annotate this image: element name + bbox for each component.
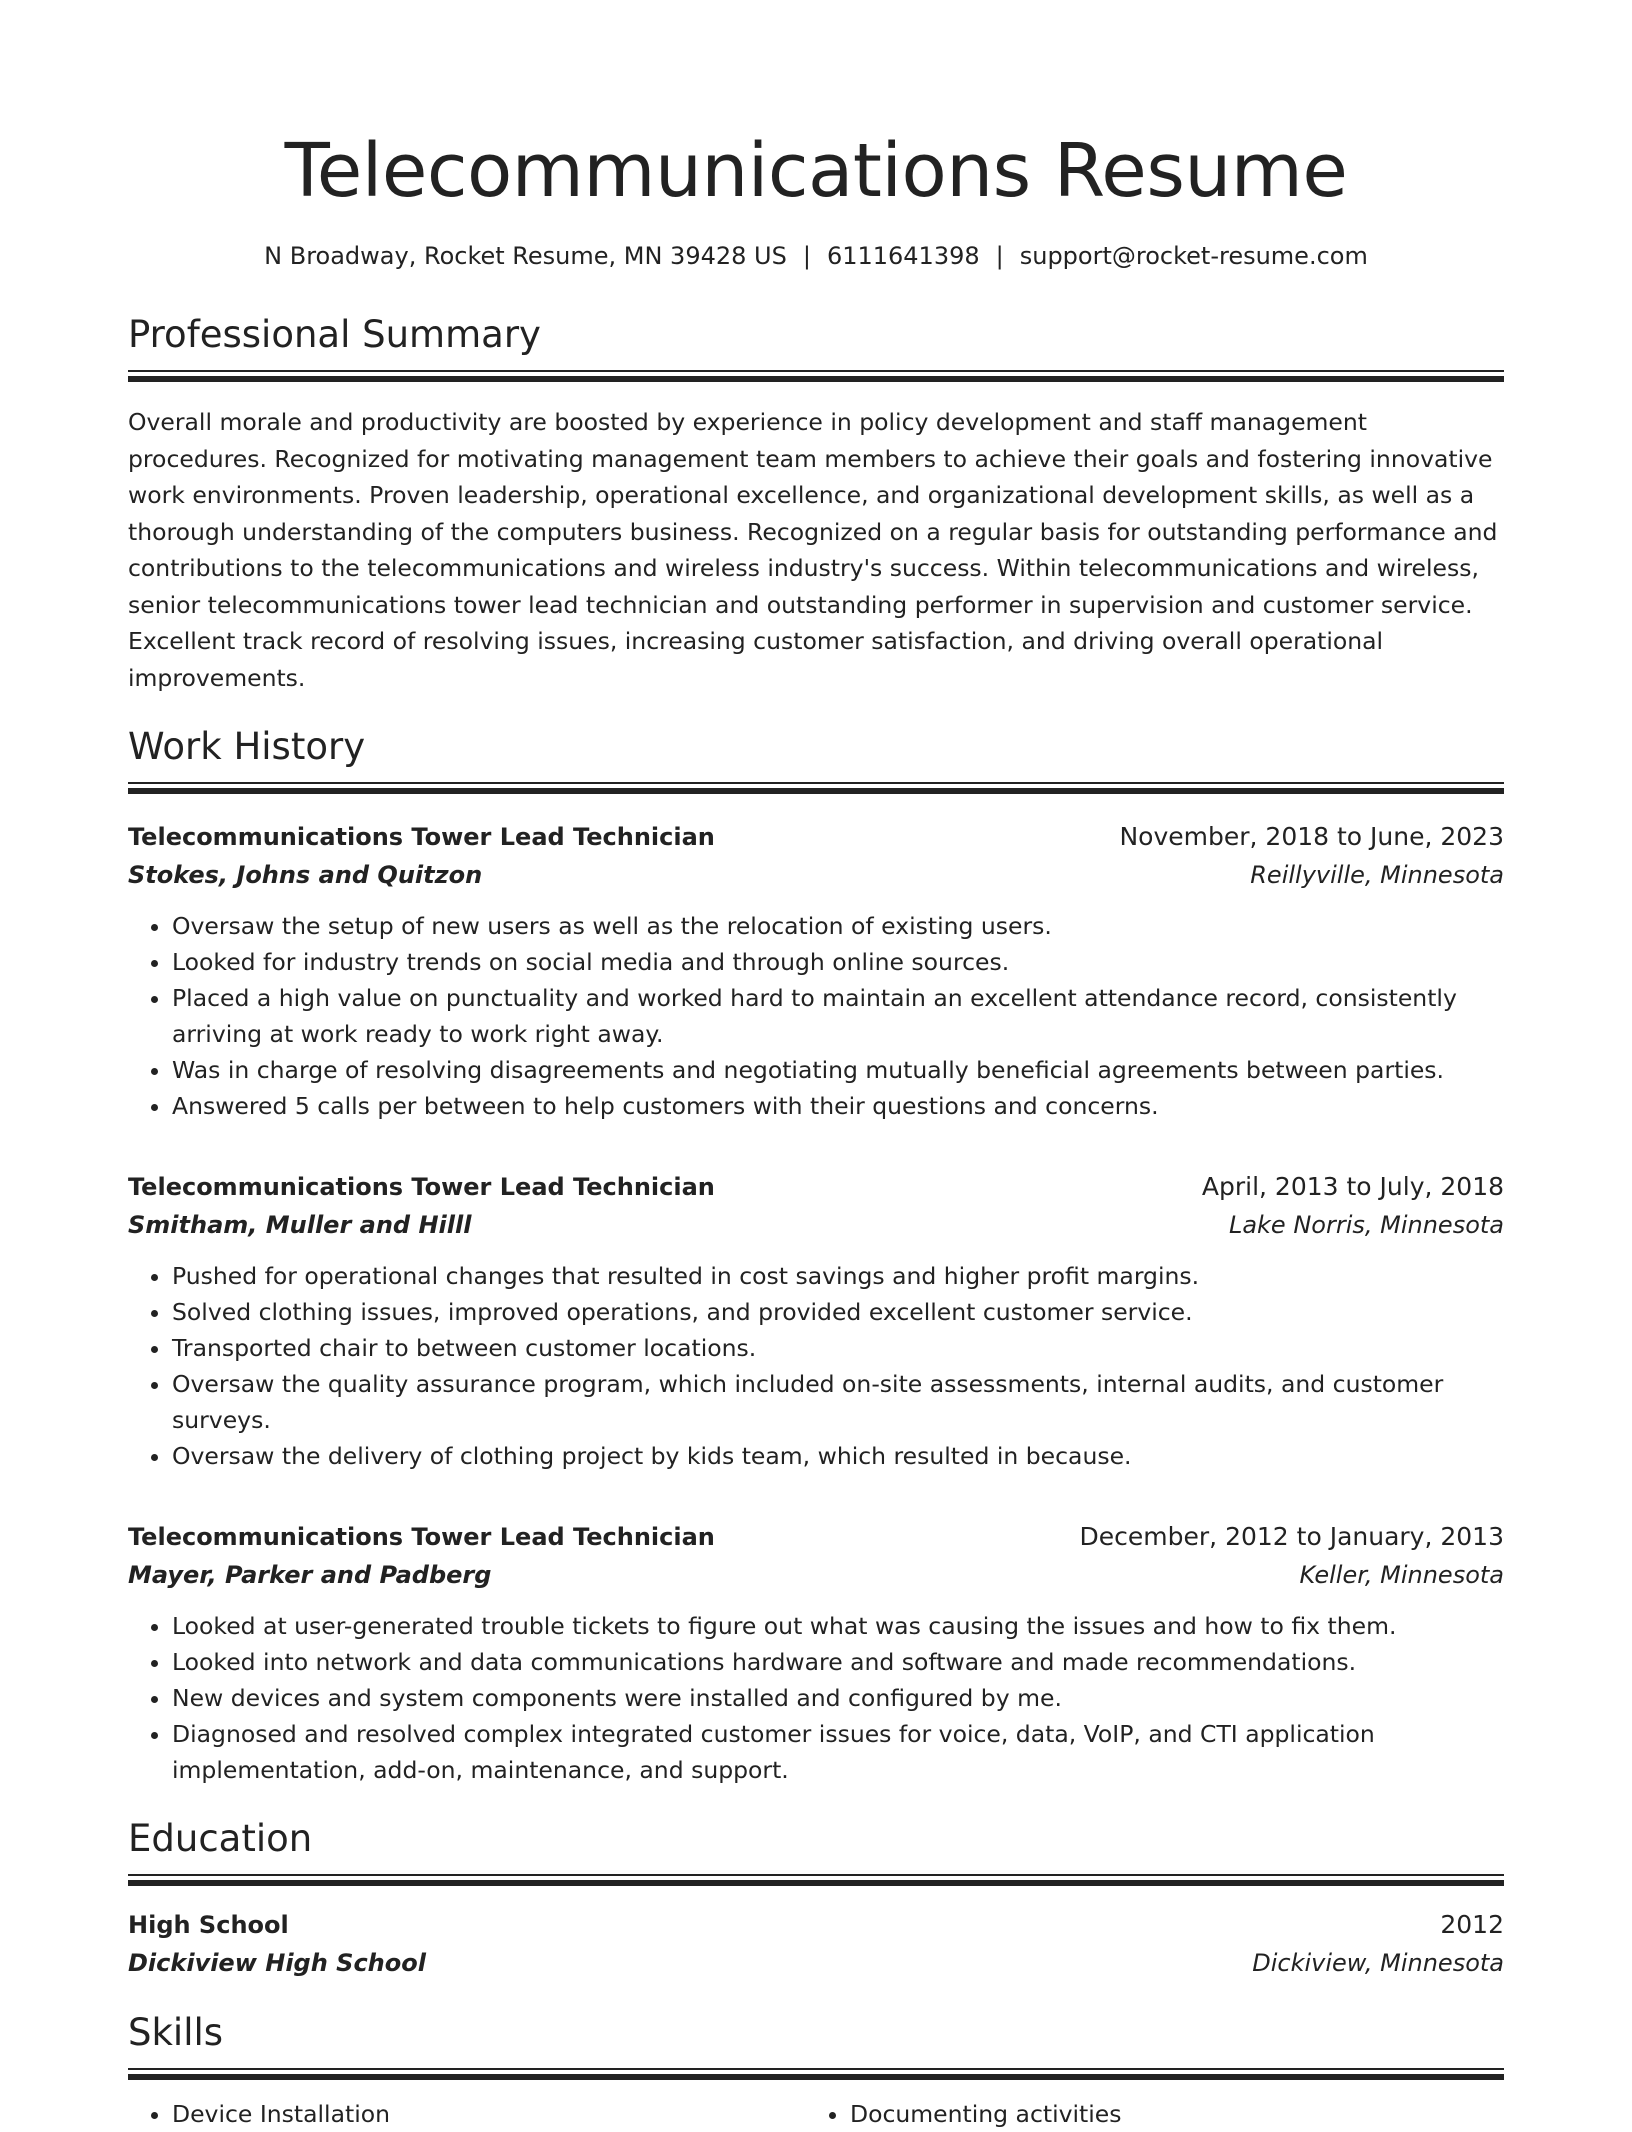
job-title: Telecommunications Tower Lead Technician (128, 823, 715, 851)
employer: Mayer, Parker and Padberg (128, 1561, 492, 1589)
job-title: Telecommunications Tower Lead Technician (128, 1173, 715, 1201)
list-item: • Pushed for operational changes that resulted in cost savings and higher profit margins. (172, 1258, 1504, 1294)
skills-section (128, 2010, 1504, 2132)
job-location: Reillyville, Minnesota (1250, 861, 1504, 889)
job-location: Keller, Minnesota (1299, 1561, 1504, 1589)
section-divider (128, 2068, 1504, 2078)
education-entry (128, 1906, 1504, 1982)
employer: Stokes, Johns and Quitzon (128, 861, 483, 889)
list-item: • Oversaw the setup of new users as well as the relocation of existing users. (172, 908, 1504, 944)
contact-line (128, 240, 1504, 272)
job-dates: April, 2013 to July, 2018 (1201, 1172, 1504, 1201)
skills-grid (128, 2096, 1504, 2132)
job-dates: December, 2012 to January, 2013 (1079, 1522, 1504, 1551)
skill-item: • Device Installation (172, 2096, 806, 2132)
list-item: • Was in charge of resolving disagreements and negotiating mutually beneficial agreements between parties. (172, 1052, 1504, 1088)
job-entry (128, 1168, 1504, 1474)
skills-list-left (128, 2096, 806, 2132)
resume-page (128, 0, 1504, 2132)
skills-list-right (806, 2096, 1484, 2132)
list-item: • Oversaw the delivery of clothing project by kids team, which resulted in because. (172, 1438, 1504, 1474)
section-divider (128, 370, 1504, 380)
job-title: Telecommunications Tower Lead Technician (128, 1523, 715, 1551)
list-item: • New devices and system components were installed and configured by me. (172, 1680, 1504, 1716)
separator: | (802, 242, 811, 270)
section-divider (128, 1874, 1504, 1884)
section-title-education: Education (128, 1817, 313, 1860)
job-dates: November, 2018 to June, 2023 (1119, 822, 1504, 851)
list-item: • Looked for industry trends on social media and through online sources. (172, 944, 1504, 980)
phone: 6111641398 (826, 242, 980, 270)
work-history-section (128, 724, 1504, 1788)
school-name: Dickiview High School (128, 1949, 426, 1977)
address: N Broadway, Rocket Resume, MN 39428 US (264, 242, 787, 270)
job-duties-list (128, 1608, 1504, 1788)
skill-item: • Documenting activities (850, 2096, 1484, 2132)
separator: | (995, 242, 1004, 270)
list-item: • Placed a high value on punctuality and worked hard to maintain an excellent attendance record, consistently arriving at work ready to work right away. (172, 980, 1504, 1052)
summary-text: Overall morale and productivity are boosted by experience in policy development and staff management procedures. Recognized for motivating management team members to achieve their goals and fostering innovative work environments. Proven leadership, operational excellence, and organizational development skills, as well as a thorough understanding of the computers business. Recognized on a regular basis for outstanding performance and contributions to the telecommunications and wireless industry's success. Within telecommunications and wireless, senior telecommunications tower lead technician and outstanding performer in supervision and customer service. Excellent track record of resolving issues, increasing customer satisfaction, and driving overall operational improvements. (128, 408, 1498, 692)
list-item: • Diagnosed and resolved complex integrated customer issues for voice, data, VoIP, and CTI application implementation, add-on, maintenance, and support. (172, 1716, 1504, 1788)
job-entry (128, 1518, 1504, 1788)
graduation-year: 2012 (1440, 1910, 1504, 1939)
job-duties-list (128, 908, 1504, 1124)
summary-section (128, 312, 1504, 696)
list-item: • Oversaw the quality assurance program, which included on-site assessments, internal audits, and customer surveys. (172, 1366, 1504, 1438)
school-location: Dickiview, Minnesota (1252, 1949, 1504, 1977)
section-title-work-history: Work History (128, 725, 366, 768)
list-item: • Answered 5 calls per between to help customers with their questions and concerns. (172, 1088, 1504, 1124)
job-duties-list (128, 1258, 1504, 1474)
section-divider (128, 782, 1504, 792)
education-section (128, 1816, 1504, 1982)
list-item: • Transported chair to between customer locations. (172, 1330, 1504, 1366)
job-location: Lake Norris, Minnesota (1228, 1211, 1504, 1239)
list-item: • Looked at user-generated trouble tickets to figure out what was causing the issues and how to fix them. (172, 1608, 1504, 1644)
list-item: • Looked into network and data communications hardware and software and made recommendations. (172, 1644, 1504, 1680)
section-title-summary: Professional Summary (128, 313, 541, 356)
resume-title: Telecommunications Resume (284, 128, 1348, 214)
section-title-skills: Skills (128, 2011, 224, 2054)
degree: High School (128, 1911, 289, 1939)
job-entry (128, 818, 1504, 1124)
list-item: • Solved clothing issues, improved operations, and provided excellent customer service. (172, 1294, 1504, 1330)
email: support@rocket-resume.com (1019, 242, 1368, 270)
employer: Smitham, Muller and Hilll (128, 1211, 472, 1239)
